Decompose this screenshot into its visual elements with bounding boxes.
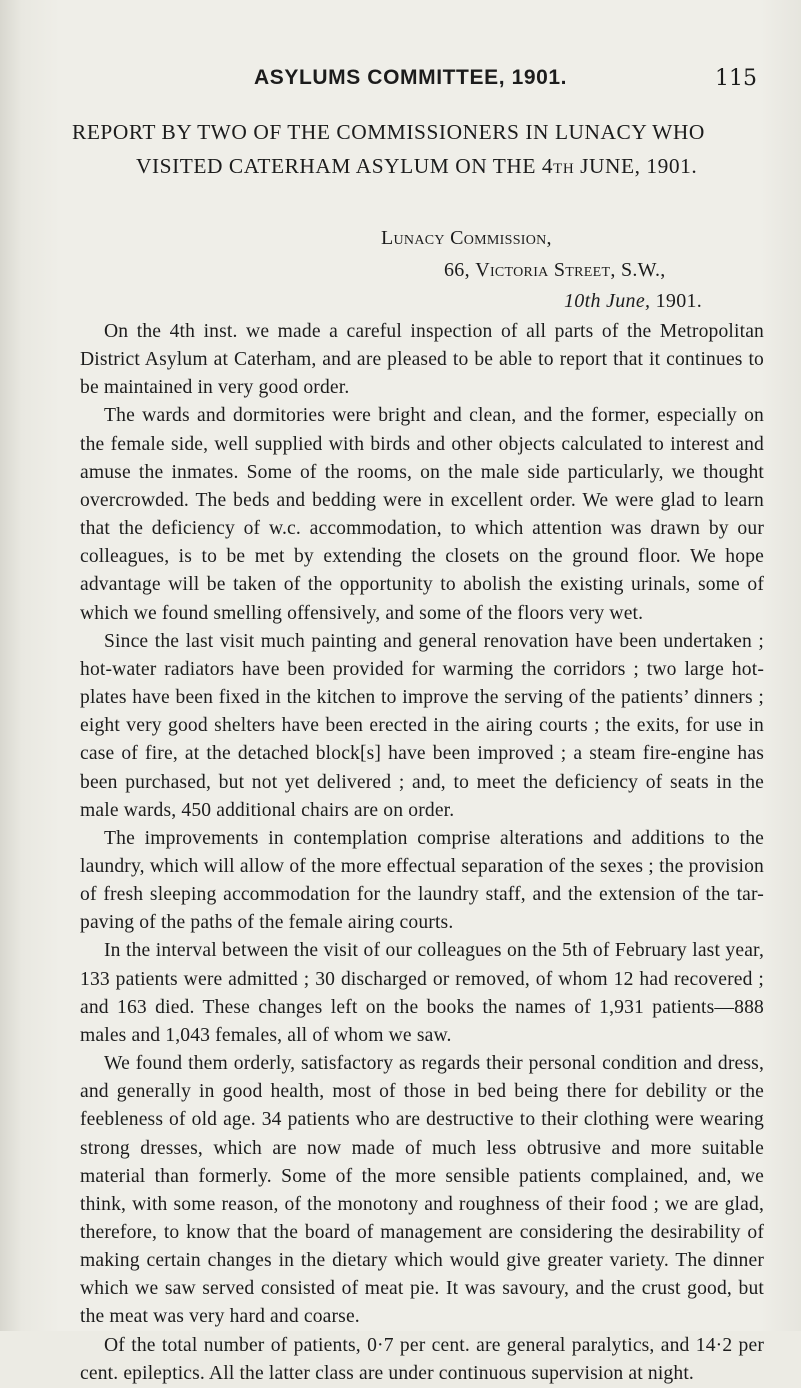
page-number: 115 bbox=[715, 66, 757, 91]
report-body bbox=[80, 318, 764, 1388]
letter-date-day-month: 10th June, bbox=[564, 290, 651, 312]
report-title-ordinal-suffix: th bbox=[553, 154, 575, 178]
address-street bbox=[444, 255, 801, 287]
address-street-name: Victoria Street bbox=[475, 258, 611, 281]
paragraph-wards: The wards and dormitories were bright and clean, and the former, especially on the female side, well supplied with birds and other objects calculated to interest and amuse the inmates. Some of the rooms, on the male side particularly, we thought overcrowded. The beds and bedding were in excellent order. We were glad to learn that the deficiency of w.c. accommodation, to which attention was drawn by our colleagues, is to be met by extending the closets on the ground floor. We hope advantage will be taken of the opportunity to abolish the existing urinals, some of which we found smelling offensively, and some of the floors very wet. bbox=[80, 405, 764, 624]
address-street-district: , S.W., bbox=[610, 258, 666, 281]
report-title-line-2-end: JUNE, 1901. bbox=[574, 154, 698, 178]
paragraph-admissions: In the interval between the visit of our colleagues on the 5th of February last year, 133 patients were admitted ; 30 discharged or removed, of whom 12 had recovered ; and 163 died. These changes left on the books the names of 1,931 patients—888 males and 1,043 females, all of whom we saw. bbox=[80, 940, 764, 1046]
letter-date-year: 1901. bbox=[650, 290, 703, 312]
paragraph-renovation: Since the last visit much painting and general renovation have been undertaken ; hot-water radiators have been provided for warming the corridors ; two large hot-plates have been fixed in the kitchen to improve the serving of the patients’ dinners ; eight very good shelters have been erected in the airing courts ; the exits, for use in case of fire, at the detached block[s] have been improved ; a steam fire-engine has been purchased, but not yet delivered ; and, to meet the deficiency of seats in the male wards, 450 additional chairs are on order. bbox=[80, 630, 764, 821]
report-title-line-2 bbox=[72, 149, 772, 183]
paragraph-inspection: On the 4th inst. we made a careful inspection of all parts of the Metropolitan District Asylum at Caterham, and are pleased to be able to report that it continues to be maintained in very good order. bbox=[80, 321, 764, 399]
running-title: ASYLUMS COMMITTEE, 1901. bbox=[254, 66, 568, 89]
report-title-line-1: REPORT BY TWO OF THE COMMISSIONERS IN LUNACY WHO bbox=[72, 120, 705, 144]
address-street-number: 66, bbox=[444, 258, 476, 281]
letter-date bbox=[564, 286, 801, 318]
address-organization: Lunacy Commission, bbox=[381, 227, 552, 249]
running-head bbox=[0, 66, 801, 96]
report-title-line-2-text: VISITED CATERHAM ASYLUM ON THE 4 bbox=[136, 154, 554, 178]
paragraph-statistics: Of the total number of patients, 0·7 per cent. are general paralytics, and 14·2 per cent. epileptics. All the latter class are under continuous supervision at night. bbox=[80, 1334, 764, 1384]
paragraph-condition: We found them orderly, satisfactory as regards their personal condition and dress, and generally in good health, most of those in bed being there for debility or the feebleness of old age. 34 patients who are destructive to their clothing were wearing strong dresses, which are now made of much less obtrusive and more suitable material than formerly. Some of the more sensible patients complained, and, we think, with some reason, of the monotony and roughness of their food ; we are glad, therefore, to know that the board of management are considering the desirability of making certain changes in the dietary which would give greater variety. The dinner which we saw served consisted of meat pie. It was savoury, and the crust good, but the meat was very hard and coarse. bbox=[80, 1053, 764, 1328]
paragraph-improvements: The improvements in contemplation comprise alterations and additions to the laundry, which will allow of the more effectual separation of the sexes ; the provision of fresh sleeping accommodation for the laundry staff, and the extension of the tar-paving of the paths of the female airing courts. bbox=[80, 827, 764, 934]
report-title bbox=[72, 115, 772, 183]
address-block bbox=[0, 223, 801, 318]
